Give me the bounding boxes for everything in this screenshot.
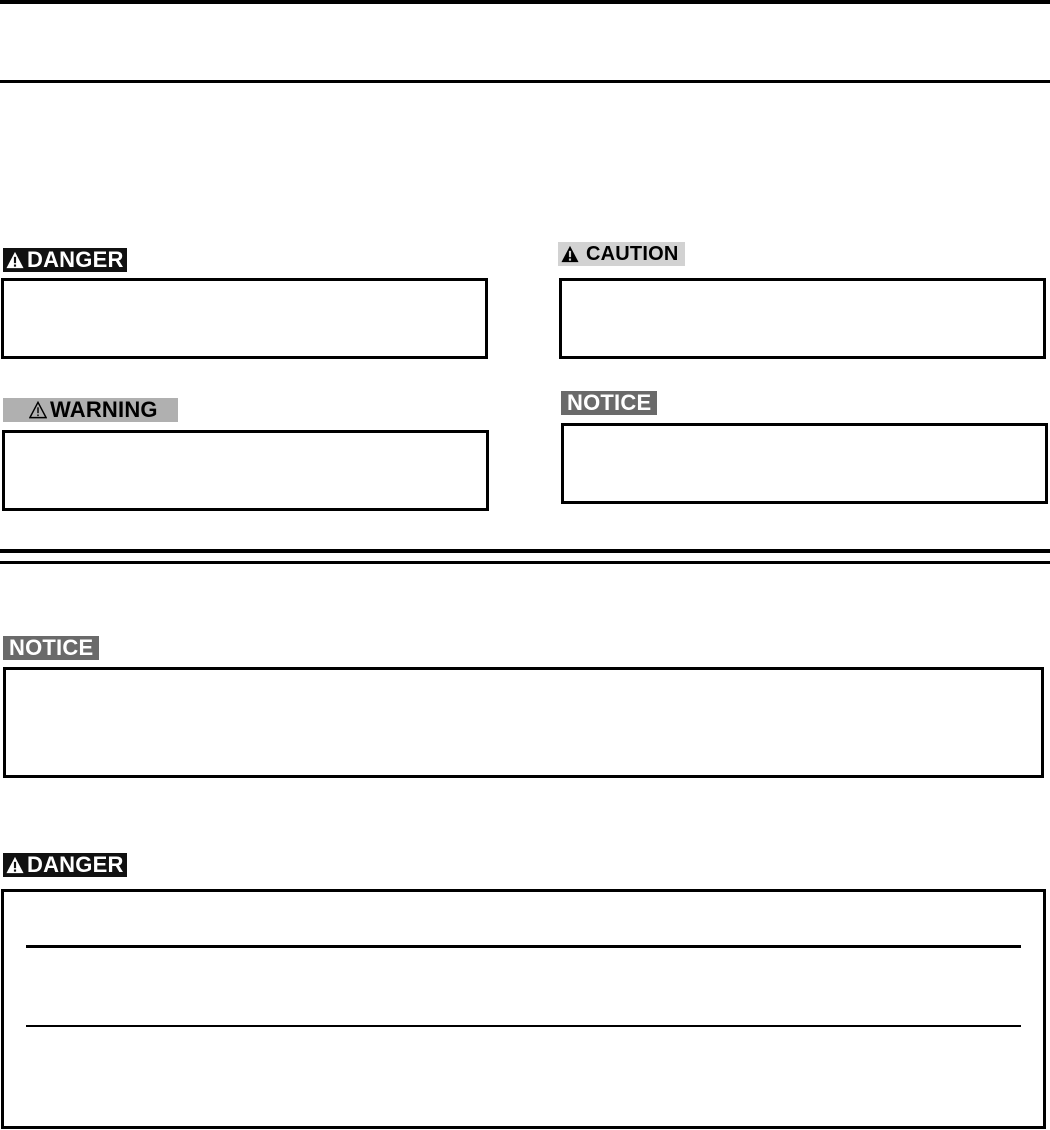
caution-label-text: CAUTION xyxy=(586,243,679,265)
warning-label-text: WARNING xyxy=(50,397,158,422)
notice-box xyxy=(561,423,1048,504)
warning-triangle-icon xyxy=(6,251,24,269)
danger-label xyxy=(3,248,127,272)
notice-label-wide xyxy=(3,636,99,660)
warning-triangle-icon xyxy=(6,856,24,874)
notice-label xyxy=(561,391,657,415)
notice-box-wide xyxy=(3,667,1044,778)
warning-label xyxy=(3,398,178,422)
caution-label xyxy=(558,242,685,266)
danger-inner-rule-thick xyxy=(26,945,1021,948)
warning-triangle-icon xyxy=(561,245,579,263)
caution-box xyxy=(559,278,1046,359)
notice-label-text: NOTICE xyxy=(9,635,94,660)
header-rule xyxy=(0,80,1050,83)
danger-label-text: DANGER xyxy=(27,852,124,877)
section-rule-thin xyxy=(0,561,1050,564)
danger-inner-rule-thin xyxy=(26,1025,1021,1027)
danger-label-text: DANGER xyxy=(27,247,124,272)
danger-box-wide xyxy=(1,889,1046,1129)
danger-label-wide xyxy=(3,853,127,877)
danger-box xyxy=(1,278,488,359)
section-rule-thick xyxy=(0,549,1050,553)
notice-label-text: NOTICE xyxy=(567,390,652,415)
warning-box xyxy=(2,430,489,511)
warning-triangle-outline-icon xyxy=(29,401,47,419)
top-rule xyxy=(0,0,1050,4)
